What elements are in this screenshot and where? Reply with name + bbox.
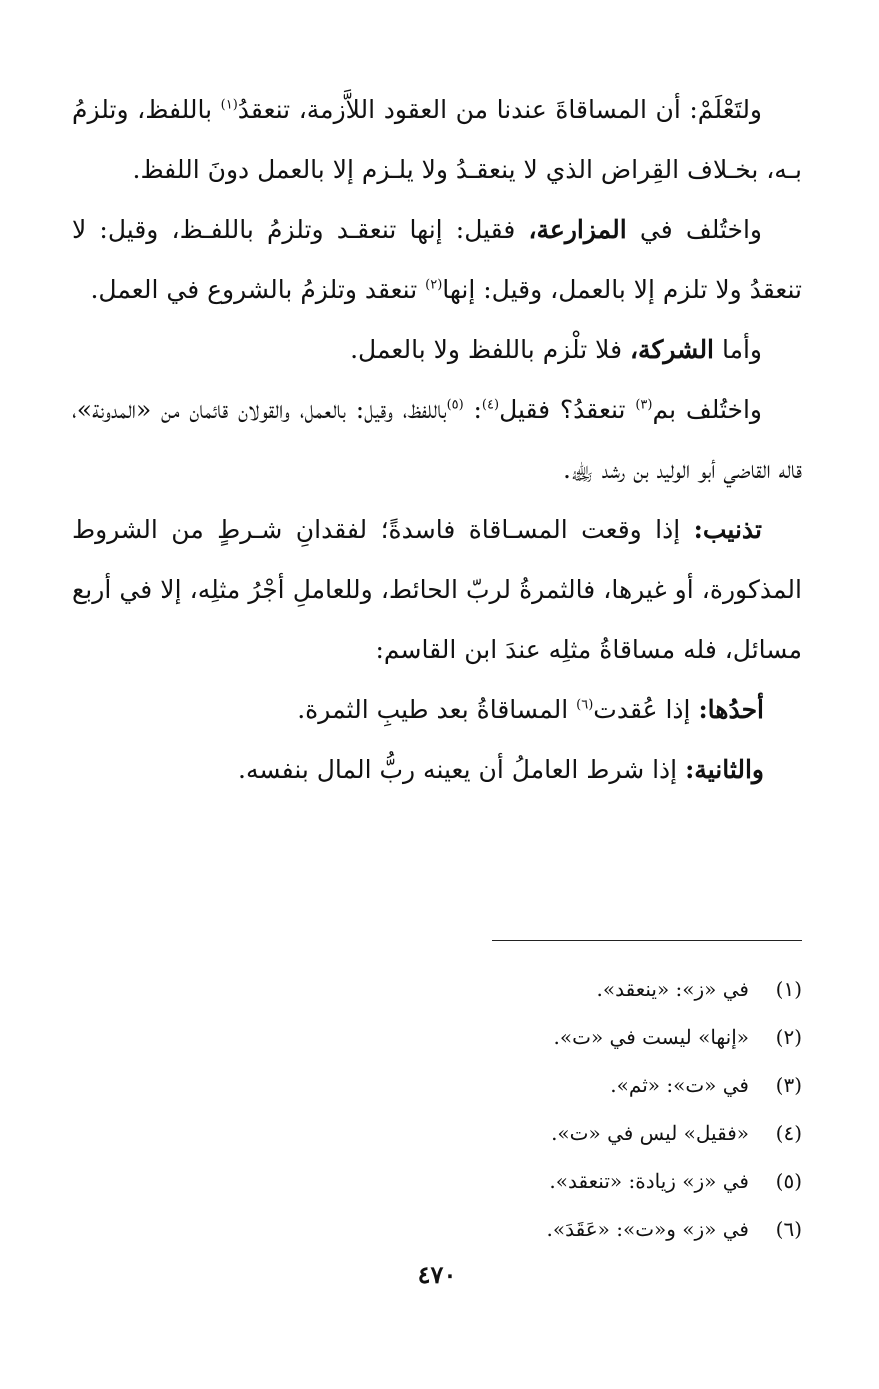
text-run: باللفظ، وقيل: بالعمل، والقولان قائمان من «المدونة»، قاله القاضي أبو الوليد بن رشد ﵀. (72, 395, 802, 484)
text-run: تنعقدُ؟ فقيل (499, 395, 636, 424)
bold-term: والثانية: (685, 755, 764, 784)
footnote-number: (٤) (775, 1121, 802, 1145)
footnote-marker: (٦) (576, 697, 594, 713)
text-run: واختُلف بم (652, 395, 763, 424)
bold-term: أحدُها: (698, 695, 764, 724)
footnotes (72, 965, 802, 1253)
text-run: إذا وقعت المسـاقاة فاسدةً؛ لفقدانِ شـرطٍ من الشروط المذكورة، أو غيرها، فالثمرةُ لربّ الحائط، وللعاملِ أجْرُ مثلِه، إلا في أربع مسائل، فله مساقاةُ مثلِه عندَ ابن القاسم: (72, 515, 802, 664)
paragraph-p5 (72, 500, 802, 680)
bold-term: الشركة، (629, 335, 715, 364)
text-run: : (463, 395, 482, 424)
footnote-text: في «ز» زيادة: «تنعقد». (549, 1169, 749, 1193)
footnote-number: (١) (775, 977, 802, 1001)
text-run: إذا شرط العاملُ أن يعينه ربُّ المال بنفسه. (238, 755, 686, 784)
footnote-marker: (٤) (481, 397, 500, 413)
paragraph-p2 (72, 200, 802, 320)
text-run: إذا عُقدت (593, 695, 699, 724)
paragraph-p7 (72, 740, 802, 800)
text-run: وأما (714, 335, 762, 364)
text-run: باللفظ، وتلزمُ بـه، بخـلاف القِراض الذي لا ينعقـدُ ولا يلـزم إلا بالعمل دونَ اللفظ. (72, 95, 802, 184)
paragraph-p3 (72, 320, 802, 380)
text-run: المساقاةُ بعد طيبِ الثمرة. (297, 695, 577, 724)
paragraph-p1 (72, 80, 802, 200)
footnote-marker: (٢) (425, 277, 443, 293)
footnote-number: (٣) (775, 1073, 802, 1097)
footnote-number: (٥) (775, 1169, 802, 1193)
footnote-text: في «ز» و«ت»: «عَقَدَ». (546, 1217, 749, 1241)
footnote-text: في «ت»: «ثم». (610, 1073, 749, 1097)
footnote-marker: (٥) (446, 397, 464, 413)
book-page (72, 80, 802, 1320)
bold-term: المزارعة، (528, 215, 627, 244)
footnote-text: في «ز»: «ينعقد». (596, 977, 749, 1001)
footnote-item (72, 1157, 802, 1205)
footnote-marker: (٣) (635, 397, 653, 413)
main-text (72, 80, 802, 800)
text-run: ولتَعْلَمْ: أن المساقاةَ عندنا من العقود اللاَّزمة، تنعقدُ (237, 95, 763, 124)
footnote-marker: (١) (220, 97, 238, 113)
footnote-number: (٦) (775, 1217, 802, 1241)
text-run: واختُلف في (626, 215, 762, 244)
text-run: تنعقد وتلزمُ بالشروع في العمل. (90, 275, 426, 304)
footnote-text: «فقيل» ليس في «ت». (551, 1121, 749, 1145)
footnote-item (72, 1109, 802, 1157)
text-run: فلا تلْزم باللفظ ولا بالعمل. (350, 335, 630, 364)
paragraph-p6 (72, 680, 802, 740)
footnote-item (72, 1061, 802, 1109)
page-number: ٤٧٠ (417, 1260, 457, 1289)
footnote-text: «إنها» ليست في «ت». (553, 1025, 749, 1049)
footnote-number: (٢) (775, 1025, 802, 1049)
footnote-item (72, 965, 802, 1013)
footnote-item (72, 1205, 802, 1253)
paragraph-p4 (72, 380, 802, 500)
text-run: فقيل: إنها تنعقـد وتلزمُ باللفـظ، وقيل: لا تنعقدُ ولا تلزم إلا بالعمل، وقيل: إنها (72, 215, 802, 304)
bold-term: تذنيب: (693, 515, 762, 544)
footnote-separator (492, 940, 802, 941)
footnote-item (72, 1013, 802, 1061)
